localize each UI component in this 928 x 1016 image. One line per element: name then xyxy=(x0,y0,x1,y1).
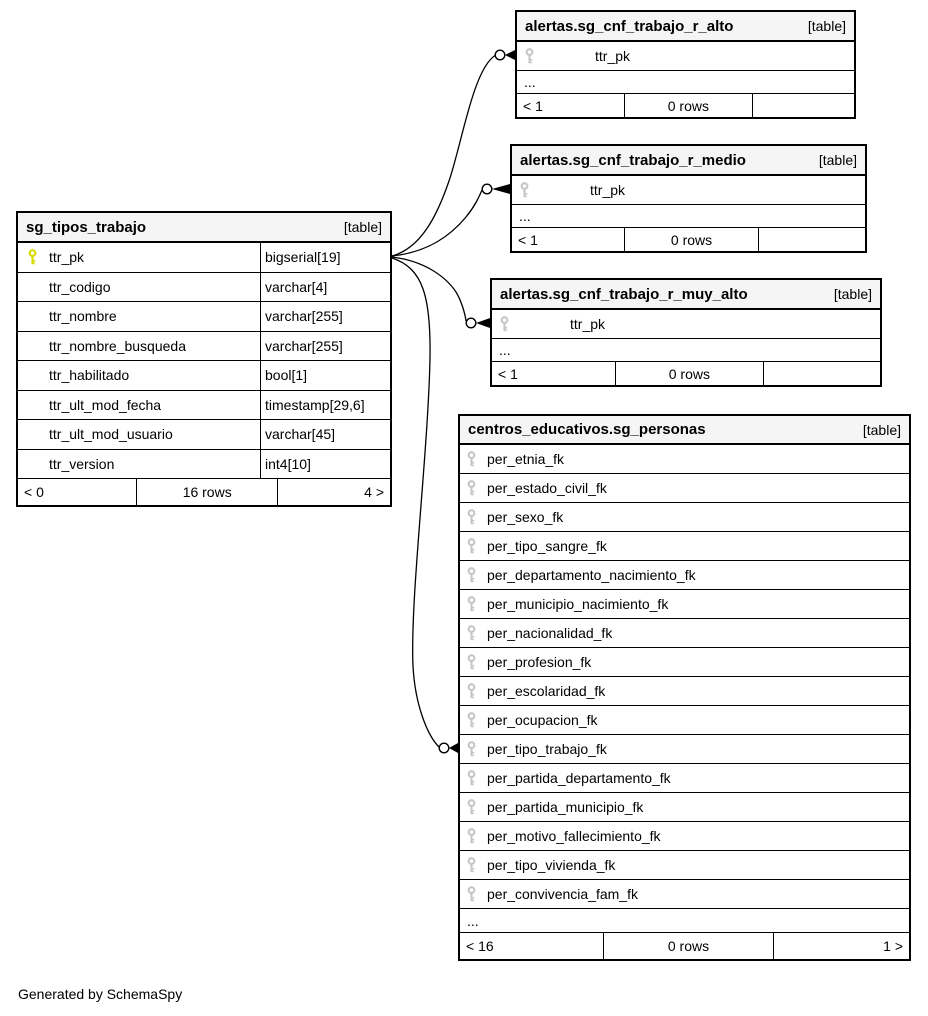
column-name: ttr_pk xyxy=(570,316,606,332)
column-row-ttr_pk xyxy=(512,176,865,205)
column-name: per_departamento_nacimiento_fk xyxy=(487,567,696,583)
foreign-key-icon xyxy=(467,538,476,554)
footer-parent-count: < 0 xyxy=(18,479,137,505)
table-sg_tipos_trabajo xyxy=(16,211,392,507)
foreign-key-icon xyxy=(467,828,476,844)
column-name: ttr_pk xyxy=(49,249,85,266)
column-row-per_sexo_fk xyxy=(460,503,909,532)
foreign-key-icon xyxy=(467,509,476,525)
column-name: per_motivo_fallecimiento_fk xyxy=(487,828,661,844)
column-name-cell xyxy=(18,420,260,449)
column-row-per_tipo_trabajo_fk xyxy=(460,735,909,764)
relationship-edge xyxy=(392,184,510,256)
column-name: ttr_nombre_busqueda xyxy=(49,337,186,354)
arrowhead-icon xyxy=(492,184,510,194)
column-row-ttr_habilitado xyxy=(18,361,390,391)
foreign-key-icon xyxy=(467,480,476,496)
column-name-cell xyxy=(18,243,260,272)
footer-row-count: 0 rows xyxy=(616,362,763,385)
foreign-key-icon xyxy=(467,683,476,699)
column-name: ttr_pk xyxy=(590,182,626,198)
column-type: varchar[255] xyxy=(260,302,390,331)
table-title: sg_tipos_trabajo xyxy=(26,218,147,236)
table-type-badge: [table] xyxy=(862,421,901,438)
foreign-key-icon xyxy=(467,712,476,728)
footer-child-count: 1 > xyxy=(883,938,903,954)
primary-key-icon xyxy=(28,249,37,265)
column-type: bigserial[19] xyxy=(260,243,390,272)
footer-row-count: 0 rows xyxy=(625,228,759,251)
relationship-edge xyxy=(392,257,490,328)
table-header[interactable] xyxy=(512,146,865,176)
cardinality-circle-icon xyxy=(495,50,505,60)
column-name: per_tipo_trabajo_fk xyxy=(487,741,607,757)
footer-child-count xyxy=(753,94,854,117)
column-name: per_tipo_vivienda_fk xyxy=(487,857,616,873)
column-type: bool[1] xyxy=(260,361,390,390)
table-type-badge: [table] xyxy=(807,18,846,34)
relationship-edge xyxy=(392,258,458,753)
footer-parent-count: < 16 xyxy=(460,933,604,959)
table-type-badge: [table] xyxy=(343,219,382,235)
column-row-ttr_ult_mod_usuario xyxy=(18,420,390,450)
column-type: varchar[255] xyxy=(260,332,390,361)
cardinality-circle-icon xyxy=(466,318,476,328)
footer-child-count: 4 > xyxy=(364,484,384,500)
table-alertas.sg_cnf_trabajo_r_medio xyxy=(510,144,867,253)
cardinality-circle-icon xyxy=(439,743,449,753)
table-header[interactable] xyxy=(492,280,880,310)
edge-curve xyxy=(392,190,482,256)
more-columns-ellipsis: ... xyxy=(460,909,909,933)
table-header[interactable] xyxy=(18,213,390,243)
column-name: per_profesion_fk xyxy=(487,654,592,670)
column-row-per_etnia_fk xyxy=(460,445,909,474)
column-name: ttr_nombre xyxy=(49,308,117,325)
footer-child-count xyxy=(759,228,865,251)
foreign-key-icon xyxy=(467,886,476,902)
foreign-key-icon xyxy=(467,596,476,612)
column-row-ttr_pk xyxy=(18,243,390,273)
table-footer xyxy=(460,933,909,959)
table-footer xyxy=(18,479,390,505)
column-row-ttr_pk xyxy=(517,42,854,71)
column-row-ttr_nombre xyxy=(18,302,390,332)
foreign-key-icon xyxy=(467,799,476,815)
more-columns-ellipsis: ... xyxy=(492,339,880,362)
column-row-per_estado_civil_fk xyxy=(460,474,909,503)
arrowhead-icon xyxy=(449,743,458,753)
column-type: varchar[4] xyxy=(260,273,390,302)
edge-curve xyxy=(392,257,466,321)
relationship-edge xyxy=(392,50,515,256)
column-name: per_convivencia_fam_fk xyxy=(487,886,638,902)
column-name-cell xyxy=(18,273,260,302)
column-row-per_partida_municipio_fk xyxy=(460,793,909,822)
column-row-ttr_ult_mod_fecha xyxy=(18,391,390,421)
generator-credit: Generated by SchemaSpy xyxy=(18,986,183,1002)
column-name: per_tipo_sangre_fk xyxy=(487,538,607,554)
column-row-per_profesion_fk xyxy=(460,648,909,677)
foreign-key-icon xyxy=(467,857,476,873)
cardinality-circle-icon xyxy=(482,184,492,194)
table-footer xyxy=(492,362,880,385)
column-name-cell xyxy=(18,450,260,479)
footer-row-count: 16 rows xyxy=(137,479,278,505)
table-title: alertas.sg_cnf_trabajo_r_medio xyxy=(520,151,746,169)
foreign-key-icon xyxy=(467,741,476,757)
foreign-key-icon xyxy=(467,451,476,467)
column-row-per_convivencia_fam_fk xyxy=(460,880,909,909)
table-footer xyxy=(512,228,865,251)
table-title: alertas.sg_cnf_trabajo_r_alto xyxy=(525,17,734,35)
column-row-per_ocupacion_fk xyxy=(460,706,909,735)
column-row-ttr_pk xyxy=(492,310,880,339)
column-row-per_tipo_sangre_fk xyxy=(460,532,909,561)
column-row-ttr_nombre_busqueda xyxy=(18,332,390,362)
edge-curve xyxy=(392,258,439,747)
column-name: ttr_version xyxy=(49,455,115,472)
foreign-key-icon xyxy=(525,48,534,64)
table-centros_educativos.sg_personas xyxy=(458,414,911,961)
column-name: per_escolaridad_fk xyxy=(487,683,606,699)
column-row-per_municipio_nacimiento_fk xyxy=(460,590,909,619)
column-row-ttr_version xyxy=(18,450,390,480)
column-name: ttr_ult_mod_fecha xyxy=(49,396,162,413)
table-type-badge: [table] xyxy=(818,152,857,168)
column-row-ttr_codigo xyxy=(18,273,390,303)
column-type: timestamp[29,6] xyxy=(260,391,390,420)
footer-parent-count: < 1 xyxy=(492,362,616,385)
footer-parent-count: < 1 xyxy=(512,228,625,251)
column-name: per_nacionalidad_fk xyxy=(487,625,613,641)
more-columns-ellipsis: ... xyxy=(517,71,854,94)
column-name-cell xyxy=(18,361,260,390)
footer-child-count xyxy=(764,362,880,385)
column-name: per_municipio_nacimiento_fk xyxy=(487,596,669,612)
table-type-badge: [table] xyxy=(833,286,872,302)
foreign-key-icon xyxy=(467,567,476,583)
foreign-key-icon xyxy=(467,625,476,641)
column-name-cell xyxy=(18,332,260,361)
foreign-key-icon xyxy=(500,316,509,332)
column-name: per_etnia_fk xyxy=(487,451,565,467)
column-name: ttr_habilitado xyxy=(49,367,130,384)
column-name: per_partida_departamento_fk xyxy=(487,770,671,786)
column-name: ttr_pk xyxy=(595,48,631,64)
column-type: varchar[45] xyxy=(260,420,390,449)
column-row-per_escolaridad_fk xyxy=(460,677,909,706)
column-row-per_departamento_nacimiento_fk xyxy=(460,561,909,590)
column-type: int4[10] xyxy=(260,450,390,479)
table-footer xyxy=(517,94,854,117)
column-name: per_sexo_fk xyxy=(487,509,564,525)
column-name: ttr_ult_mod_usuario xyxy=(49,426,173,443)
foreign-key-icon xyxy=(467,770,476,786)
table-title: alertas.sg_cnf_trabajo_r_muy_alto xyxy=(500,285,748,303)
column-name: ttr_codigo xyxy=(49,278,111,295)
column-row-per_nacionalidad_fk xyxy=(460,619,909,648)
footer-parent-count: < 1 xyxy=(517,94,625,117)
table-alertas.sg_cnf_trabajo_r_muy_alto xyxy=(490,278,882,387)
table-header[interactable] xyxy=(517,12,854,42)
column-name-cell xyxy=(18,391,260,420)
foreign-key-icon xyxy=(467,654,476,670)
column-name-cell xyxy=(18,302,260,331)
table-title: centros_educativos.sg_personas xyxy=(468,421,706,438)
column-row-per_tipo_vivienda_fk xyxy=(460,851,909,880)
foreign-key-icon xyxy=(520,182,529,198)
column-name: per_ocupacion_fk xyxy=(487,712,598,728)
arrowhead-icon xyxy=(505,50,515,60)
more-columns-ellipsis: ... xyxy=(512,205,865,228)
arrowhead-icon xyxy=(476,318,490,328)
footer-row-count: 0 rows xyxy=(625,94,753,117)
edge-curve xyxy=(392,56,495,257)
column-name: per_partida_municipio_fk xyxy=(487,799,644,815)
footer-row-count: 0 rows xyxy=(604,933,775,959)
table-header[interactable] xyxy=(460,416,909,445)
column-row-per_partida_departamento_fk xyxy=(460,764,909,793)
column-name: per_estado_civil_fk xyxy=(487,480,607,496)
column-row-per_motivo_fallecimiento_fk xyxy=(460,822,909,851)
table-alertas.sg_cnf_trabajo_r_alto xyxy=(515,10,856,119)
